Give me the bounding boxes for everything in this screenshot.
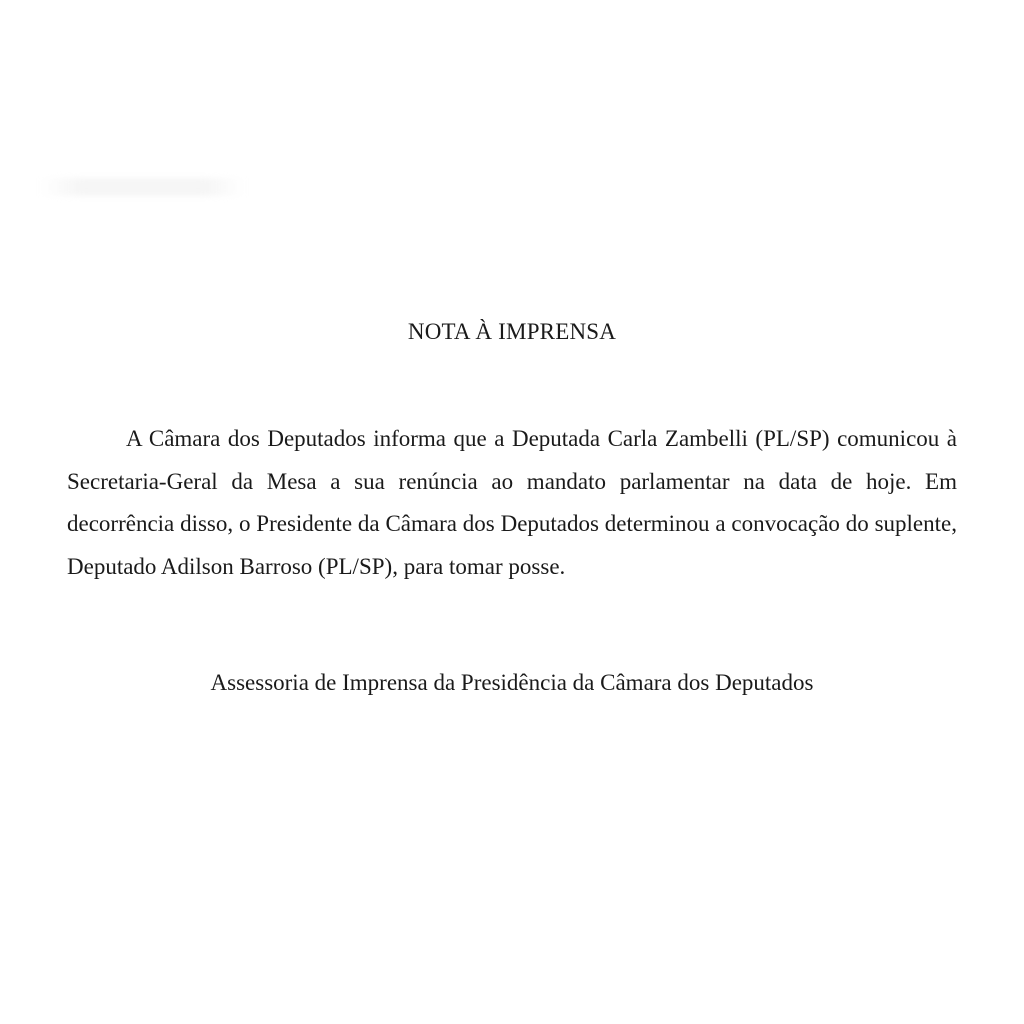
document-title: NOTA À IMPRENSA <box>407 319 617 344</box>
document-body-paragraph: A Câmara dos Deputados informa que a Deputada Carla Zambelli (PL/SP) comunicou à Secretaria-Geral da Mesa a sua renúncia ao mandato parlamentar na data de hoje. Em decorrência disso, o Presidente da Câmara dos Deputados determinou a convocação do suplente, Deputado Adilson Barroso (PL/SP), para tomar posse. <box>67 426 957 579</box>
faint-scan-mark <box>40 178 245 196</box>
document-signature: Assessoria de Imprensa da Presidência da Câmara dos Deputados <box>210 670 814 695</box>
